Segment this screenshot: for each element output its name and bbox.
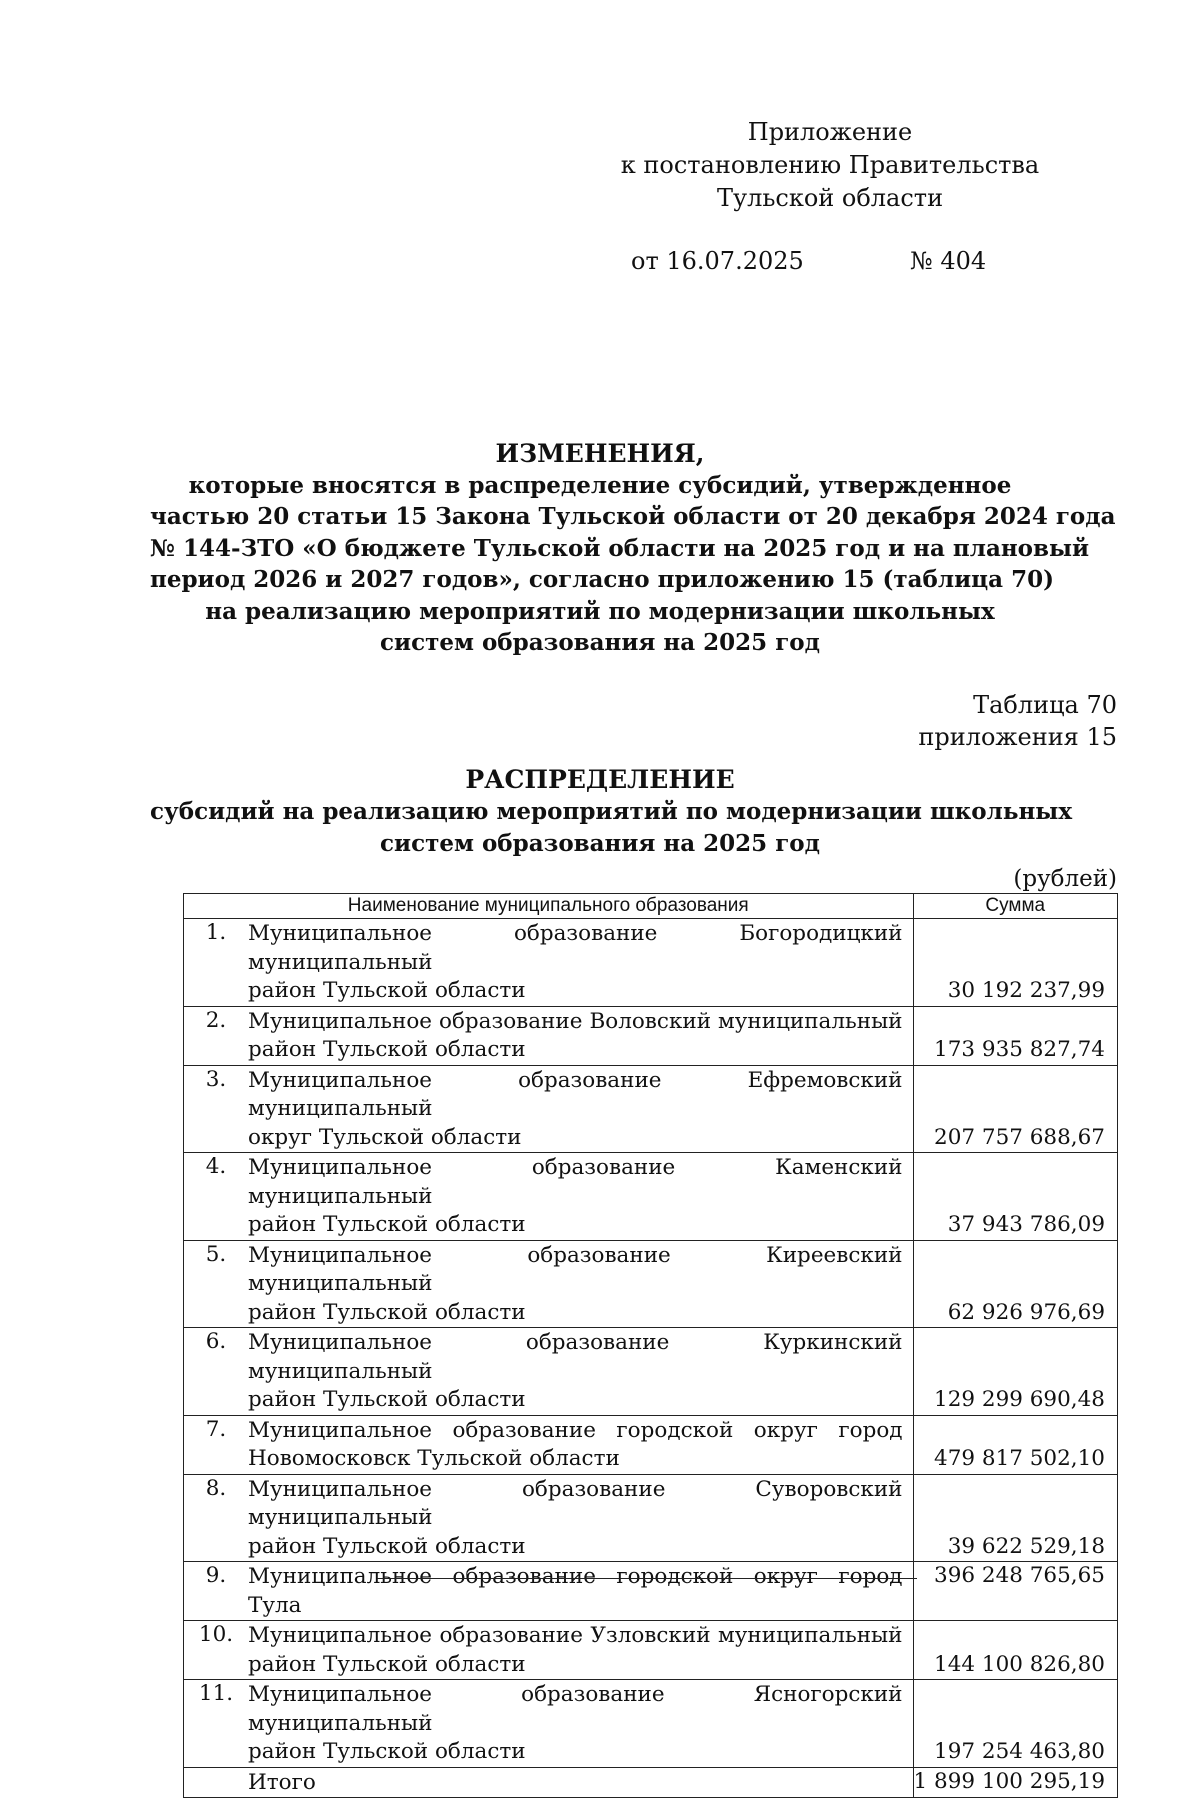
table-row — [184, 1562, 1118, 1621]
row-number: 10. — [184, 1621, 249, 1680]
row-number: 8. — [184, 1474, 249, 1562]
row-name-line: район Тульской области — [248, 1739, 526, 1764]
total-label: Итого — [248, 1767, 913, 1798]
row-name-line: Муниципальное образование Каменский муниципальный — [248, 1155, 903, 1209]
row-number: 3. — [184, 1065, 249, 1153]
row-name-line: Муниципальное образование городской округ город Тула — [248, 1564, 903, 1618]
row-name-line: округ Тульской области — [248, 1124, 522, 1150]
changes-heading: ИЗМЕНЕНИЯ, — [495, 439, 705, 468]
table-row — [184, 1680, 1118, 1768]
distribution-title-block — [150, 764, 1073, 860]
row-municipality — [248, 1153, 913, 1241]
row-name-line: Муниципальное образование Узловский муниципальный — [248, 1623, 903, 1648]
row-number: 7. — [184, 1415, 249, 1474]
appendix-title: Приложение — [747, 118, 913, 146]
distribution-subtitle: систем образования на 2025 год — [380, 830, 820, 857]
row-amount: 39 622 529,18 — [913, 1474, 1117, 1562]
table-row — [184, 1415, 1118, 1474]
row-name-line: район Тульской области — [248, 1533, 526, 1559]
table-row — [184, 919, 1118, 1007]
row-amount: 37 943 786,09 — [913, 1153, 1117, 1241]
changes-line: на реализацию мероприятий по модернизации школьных — [205, 597, 995, 625]
row-municipality — [248, 1680, 913, 1768]
changes-line: № 144-ЗТО «О бюджете Тульской области на 2025 год и на плановый — [150, 534, 1090, 562]
row-name-line: Новомосковск Тульской области — [248, 1446, 620, 1471]
row-name-line: район Тульской области — [248, 1387, 526, 1412]
table-row — [184, 1240, 1118, 1328]
row-name-line: район Тульской области — [248, 1651, 526, 1677]
table-reference — [918, 689, 1117, 753]
appendix-number: приложения 15 — [918, 723, 1117, 751]
row-name-line: Муниципальное образование Ефремовский муниципальный — [248, 1067, 903, 1121]
row-municipality — [248, 1415, 913, 1474]
table-row — [184, 1621, 1118, 1680]
row-municipality — [248, 1621, 913, 1680]
row-municipality — [248, 1065, 913, 1153]
table-number: Таблица 70 — [973, 691, 1117, 719]
row-number: 11. — [184, 1680, 249, 1768]
row-amount: 30 192 237,99 — [913, 919, 1117, 1007]
row-name-line: Муниципальное образование Киреевский муниципальный — [248, 1242, 903, 1296]
total-row — [184, 1767, 1118, 1798]
distribution-table — [183, 893, 1118, 1798]
table-row — [184, 1328, 1118, 1416]
distribution-subtitle: субсидий на реализацию мероприятий по модернизации школьных — [150, 798, 1073, 825]
row-number: 6. — [184, 1328, 249, 1416]
header-sum: Сумма — [913, 894, 1117, 919]
total-amount: 1 899 100 295,19 — [913, 1767, 1117, 1798]
appendix-region: Тульской области — [716, 184, 944, 212]
row-name-line: район Тульской области — [248, 1299, 526, 1325]
changes-title-block — [150, 438, 1116, 659]
row-name-line: Муниципальное образование Суворовский муниципальный — [248, 1476, 903, 1530]
row-amount: 396 248 765,65 — [913, 1562, 1117, 1621]
row-municipality — [248, 1328, 913, 1416]
row-amount: 207 757 688,67 — [913, 1065, 1117, 1153]
row-number: 9. — [184, 1562, 249, 1621]
changes-line: систем образования на 2025 год — [380, 629, 820, 656]
table-row — [184, 1006, 1118, 1065]
table-row — [184, 1065, 1118, 1153]
row-amount: 173 935 827,74 — [913, 1006, 1117, 1065]
row-amount: 129 299 690,48 — [913, 1328, 1117, 1416]
changes-line: период 2026 и 2027 годов», согласно приложению 15 (таблица 70) — [150, 566, 1054, 593]
row-name-line: Муниципальное образование Куркинский муниципальный — [248, 1330, 903, 1384]
resolution-number: № 404 — [910, 247, 987, 275]
resolution-date: от 16.07.2025 — [631, 247, 804, 275]
changes-line: которые вносятся в распределение субсидий, утвержденное — [188, 471, 1012, 499]
row-amount: 144 100 826,80 — [913, 1621, 1117, 1680]
appendix-header — [610, 116, 1050, 215]
row-name-line: Муниципальное образование Ясногорский муниципальный — [248, 1682, 903, 1736]
appendix-to-resolution: к постановлению Правительства — [620, 151, 1040, 179]
closing-rule — [377, 1578, 917, 1579]
row-municipality — [248, 1474, 913, 1562]
distribution-heading: РАСПРЕДЕЛЕНИЕ — [465, 765, 735, 794]
units-label: (рублей) — [1013, 866, 1117, 892]
row-name-line: район Тульской области — [248, 1037, 526, 1062]
row-name-line: Муниципальное образование городской округ город — [248, 1417, 903, 1443]
row-amount: 62 926 976,69 — [913, 1240, 1117, 1328]
row-number: 1. — [184, 919, 249, 1007]
row-municipality — [248, 1006, 913, 1065]
changes-line: частью 20 статьи 15 Закона Тульской области от 20 декабря 2024 года — [150, 503, 1116, 530]
table-header-row — [184, 894, 1118, 919]
row-amount: 479 817 502,10 — [913, 1415, 1117, 1474]
row-number: 4. — [184, 1153, 249, 1241]
row-municipality — [248, 1240, 913, 1328]
row-name-line: Муниципальное образование Богородицкий муниципальный — [248, 921, 903, 975]
row-number: 2. — [184, 1006, 249, 1065]
row-municipality — [248, 919, 913, 1007]
row-amount: 197 254 463,80 — [913, 1680, 1117, 1768]
row-municipality — [248, 1562, 913, 1621]
row-name-line: район Тульской области — [248, 1212, 526, 1237]
table-row — [184, 1474, 1118, 1562]
total-number-cell — [184, 1767, 249, 1798]
header-municipality: Наименование муниципального образования — [184, 894, 914, 919]
row-number: 5. — [184, 1240, 249, 1328]
row-name-line: Муниципальное образование Воловский муниципальный — [248, 1008, 903, 1034]
table-row — [184, 1153, 1118, 1241]
row-name-line: район Тульской области — [248, 978, 526, 1003]
